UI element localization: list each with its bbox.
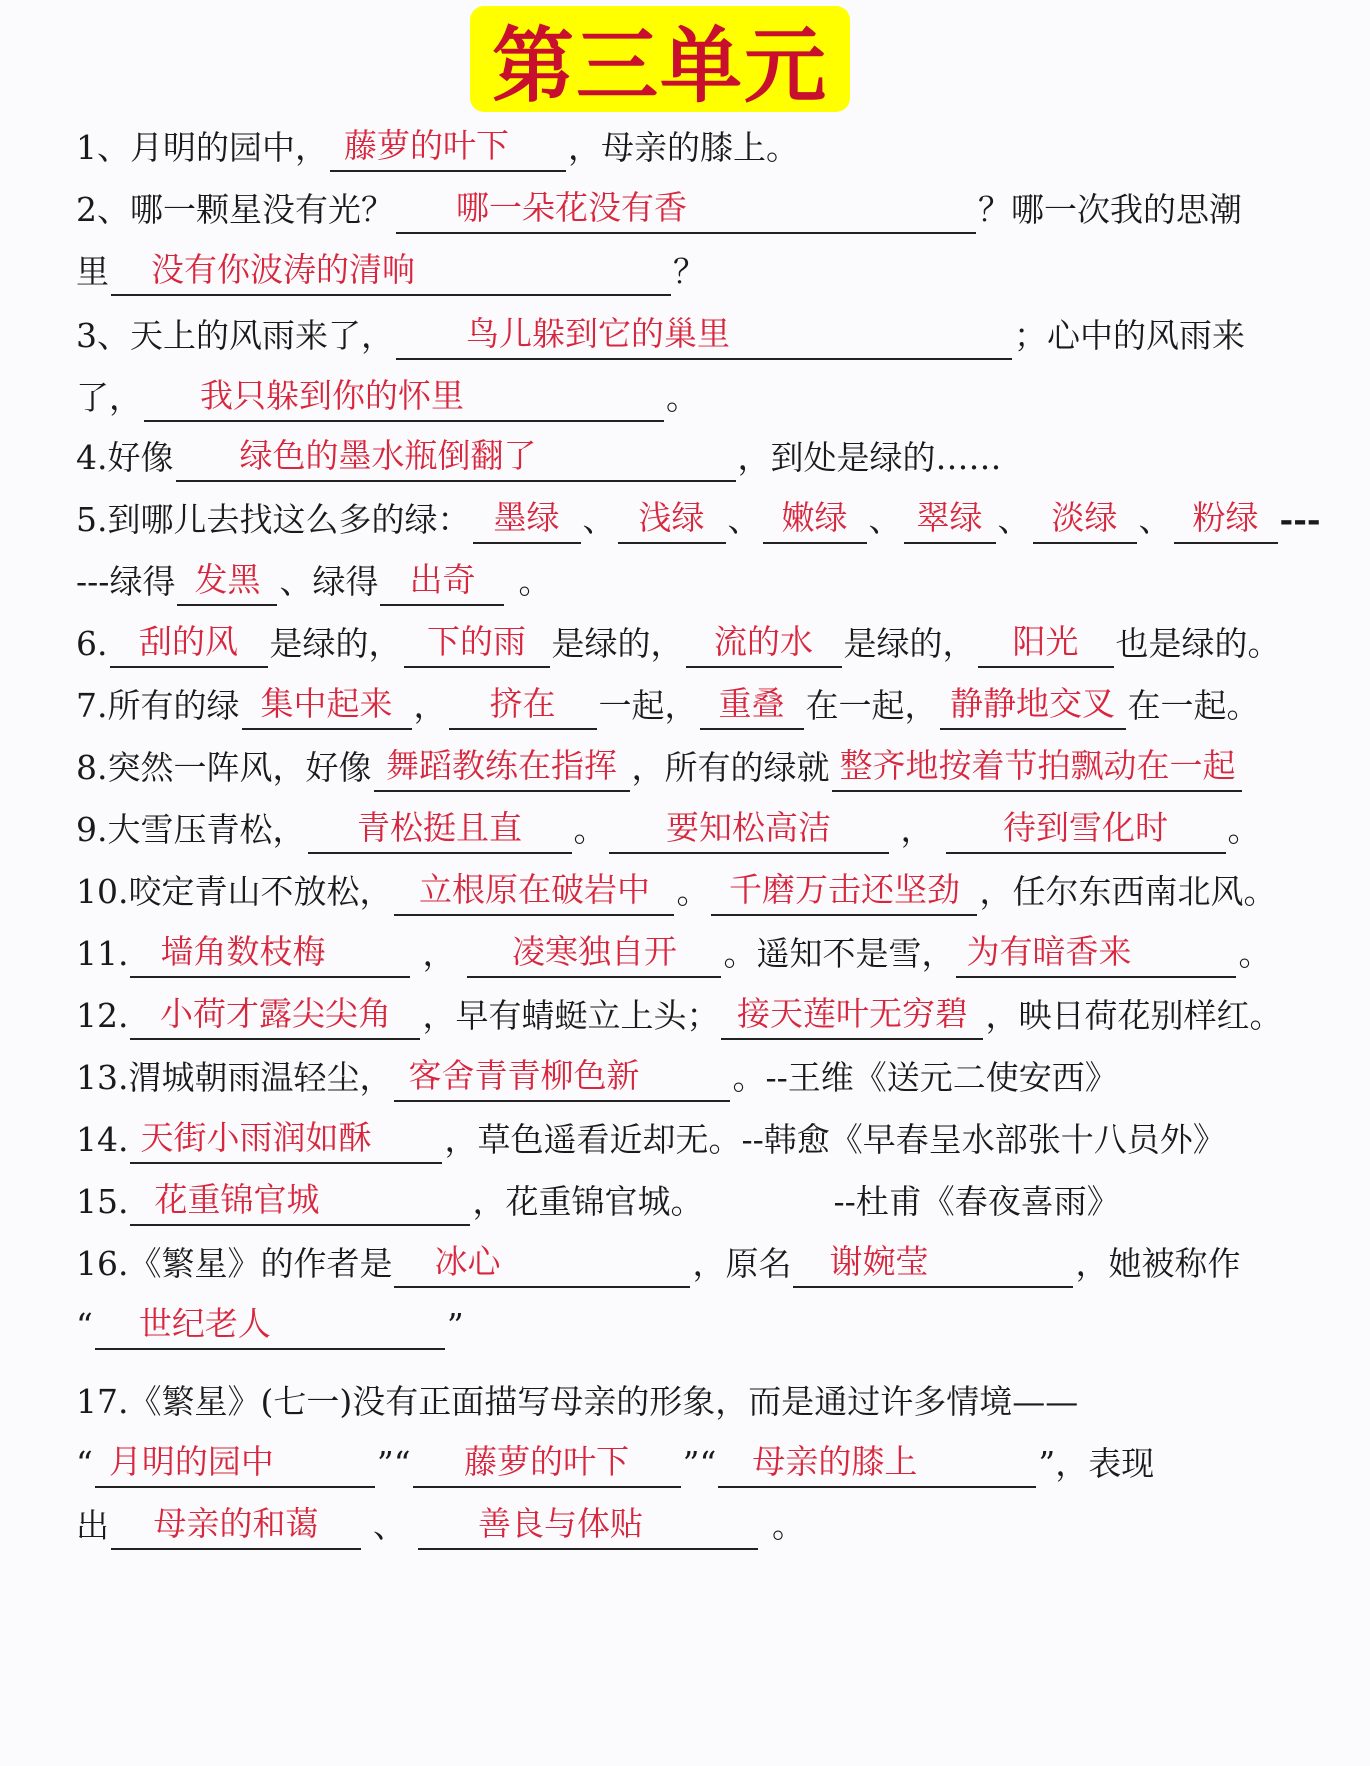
answer-blank[interactable] [1174,498,1278,544]
question-text: 在一起。 [1127,686,1260,725]
title-banner [470,6,850,112]
question-text: 。遥知不是雪， [723,934,955,973]
answer-blank[interactable] [394,1242,690,1288]
answer-blank[interactable] [618,498,726,544]
question-text: ---绿得 [76,562,176,601]
answer-blank[interactable] [686,622,842,668]
question-text: 12. [76,996,129,1035]
question-text: 、 [997,500,1031,539]
question-text: 。 [518,562,552,601]
question-text: ，花重锦官城。 [472,1182,704,1221]
answer-blank[interactable] [721,994,983,1040]
question-text: ”“ [682,1444,717,1483]
answer-text: 母亲的和蔼 [153,1504,319,1543]
answer-text: 流的水 [714,622,813,661]
answer-text: 集中起来 [260,684,393,723]
answer-text: 千磨万击还坚劲 [728,870,960,909]
question-text: “ [76,1444,93,1483]
answer-text: 刮的风 [139,622,238,661]
answer-text: 阳光 [1012,622,1079,661]
answer-blank[interactable] [330,126,566,172]
question-text: ，到处是绿的…… [737,438,1002,477]
answer-blank[interactable] [940,684,1126,730]
question-text: ？ [673,252,706,291]
question-17 [76,1378,1350,1426]
answer-text: 为有暗香来 [966,932,1132,971]
question-text: 10.咬定青山不放松， [76,872,393,911]
question-2-cont [76,248,1350,296]
answer-blank[interactable] [394,870,674,916]
question-3-cont [76,374,1350,422]
answer-blank[interactable] [374,746,630,792]
answer-text: 墨绿 [493,498,560,537]
answer-text: 月明的园中 [108,1442,274,1481]
question-11 [76,930,1350,978]
answer-text: 整齐地按着节拍飘动在一起 [839,746,1236,785]
question-text: ”“ [376,1444,411,1483]
question-text: 5.到哪儿去找这么多的绿： [76,500,471,539]
question-9 [76,806,1350,854]
answer-blank[interactable] [449,684,597,730]
question-2 [76,186,1350,234]
question-text: ， [413,686,447,725]
question-text: 、 [373,1506,406,1545]
answer-text: 没有你波涛的清响 [151,250,415,289]
answer-blank[interactable] [130,1180,470,1226]
question-text: ，草色遥看近却无。--韩愈《早春呈水部张十八员外》 [444,1120,1226,1159]
answer-blank[interactable] [95,1442,375,1488]
question-text: 在一起， [805,686,938,725]
answer-text: 挤在 [489,684,556,723]
answer-blank[interactable] [700,684,804,730]
question-text: 是绿的， [843,624,976,663]
question-text: 。 [666,378,699,417]
question-text: 。 [1238,934,1272,973]
answer-blank[interactable] [177,560,277,606]
answer-blank[interactable] [110,622,268,668]
answer-blank[interactable] [396,188,976,234]
question-text: ，所有的绿就 [631,748,830,787]
question-text: 13.渭城朝雨温轻尘， [76,1058,393,1097]
question-text: --- [1279,500,1321,539]
answer-blank[interactable] [413,1442,681,1488]
question-text: 3、天上的风雨来了， [76,316,394,355]
answer-blank[interactable] [467,932,721,978]
question-text: 一起， [598,686,698,725]
answer-text: 花重锦官城 [154,1180,320,1219]
question-text: “ [76,1306,93,1345]
question-14 [76,1116,1350,1164]
answer-text: 善良与体贴 [478,1504,643,1543]
answer-text: 嫩绿 [781,498,848,537]
answer-blank[interactable] [978,622,1114,668]
answer-text: 重叠 [718,684,785,723]
question-text: ”，表现 [1038,1444,1155,1483]
answer-text: 浅绿 [638,498,705,537]
question-text: ；心中的风雨来 [1014,316,1245,355]
answer-text: 凌寒独自开 [511,932,677,971]
question-text: 里 [76,252,109,291]
question-text: ，任尔东西南北风。 [979,872,1277,911]
question-1 [76,124,1350,172]
answer-blank[interactable] [946,808,1226,854]
question-12 [76,992,1350,1040]
answer-text: 舞蹈教练在指挥 [386,746,617,785]
question-10 [76,868,1350,916]
answer-blank[interactable] [832,746,1242,792]
answer-blank[interactable] [763,498,867,544]
question-text: ，映日荷花别样红。 [985,996,1283,1035]
answer-text: 我只躲到你的怀里 [200,376,464,415]
question-6 [76,620,1350,668]
question-17-cont-2 [76,1502,1350,1550]
answer-text: 谢婉莹 [829,1242,929,1281]
answer-blank[interactable] [95,1304,445,1350]
answer-text: 鸟儿躲到它的巢里 [466,314,730,353]
question-text: 4.好像 [76,438,174,477]
answer-blank[interactable] [176,436,736,482]
answer-blank[interactable] [130,932,410,978]
answer-blank[interactable] [394,1056,730,1102]
answer-text: 淡绿 [1051,498,1118,537]
answer-blank[interactable] [1033,498,1137,544]
answer-blank[interactable] [396,314,1012,360]
question-text: 也是绿的。 [1115,624,1281,663]
question-text: 。 [676,872,710,911]
answer-blank[interactable] [111,250,671,296]
answer-text: 世纪老人 [138,1304,271,1343]
question-text: 7.所有的绿 [76,686,240,725]
question-text: 。--王维《送元二使安西》 [732,1058,1118,1097]
question-text: ？哪一次我的思潮 [978,190,1242,229]
answer-text: 待到雪化时 [1003,808,1168,847]
question-5-cont [76,558,1350,606]
answer-text: 冰心 [434,1242,501,1281]
question-text: 是绿的， [551,624,684,663]
question-15 [76,1178,1350,1226]
question-text: 15. [76,1182,129,1221]
question-text: 8.突然一阵风，好像 [76,748,372,787]
answer-blank[interactable] [144,376,664,422]
answer-text: 立根原在破岩中 [418,870,650,909]
question-text: 了， [76,378,142,417]
answer-blank[interactable] [718,1442,1036,1488]
answer-blank[interactable] [711,870,977,916]
answer-blank[interactable] [111,1504,361,1550]
question-16-cont [76,1302,1350,1350]
answer-text: 粉绿 [1192,498,1259,537]
answer-text: 出奇 [409,560,476,599]
question-text: 出 [76,1506,109,1545]
answer-text: 要知松高洁 [666,808,831,847]
question-text: ” [446,1306,464,1345]
question-5 [76,496,1350,544]
answer-blank[interactable] [418,1504,758,1550]
question-text: ，母亲的膝上。 [568,128,799,167]
question-text: ， [422,934,456,973]
answer-blank[interactable] [130,994,420,1040]
question-text: 9.大雪压青松， [76,810,306,849]
answer-text: 天街小雨润如酥 [140,1118,372,1157]
question-3 [76,312,1350,360]
answer-text: 母亲的膝上 [752,1442,918,1481]
answer-text: 藤萝的叶下 [464,1442,630,1481]
answer-text: 哪一朵花没有香 [456,188,687,227]
question-text: ，她被称作 [1075,1244,1241,1283]
question-text: 14. [76,1120,129,1159]
question-text: ， [900,810,934,849]
answer-blank[interactable] [793,1242,1073,1288]
question-16 [76,1240,1350,1288]
question-text: 、 [582,500,616,539]
answer-blank[interactable] [956,932,1236,978]
question-text: ，原名 [692,1244,792,1283]
question-8 [76,744,1350,792]
question-7 [76,682,1350,730]
question-text: 。 [573,810,607,849]
question-text: 16.《繁星》的作者是 [76,1244,393,1283]
question-text: 、 [868,500,902,539]
answer-text: 发黑 [194,560,261,599]
question-text: 。 [772,1506,805,1545]
answer-blank[interactable] [404,622,550,668]
question-text: 6. [76,624,108,663]
answer-blank[interactable] [308,808,572,854]
answer-blank[interactable] [473,498,581,544]
question-text: 1、月明的园中， [76,128,328,167]
question-text: 2、哪一颗星没有光？ [76,190,394,229]
answer-text: 接天莲叶无穷碧 [736,994,968,1033]
question-text: 17.《繁星》(七一)没有正面描写母亲的形象，而是通过许多情境—— [76,1382,1079,1421]
answer-text: 翠绿 [916,498,983,537]
question-source: --杜甫《春夜喜雨》 [833,1182,1120,1221]
answer-text: 小荷才露尖尖角 [159,994,391,1033]
question-13 [76,1054,1350,1102]
question-17-cont [76,1440,1350,1488]
answer-text: 绿色的墨水瓶倒翻了 [239,436,537,475]
answer-blank[interactable] [130,1118,442,1164]
question-text: 、 [1138,500,1172,539]
question-text: 。 [1227,810,1261,849]
question-text: ，早有蜻蜓立上头； [422,996,720,1035]
answer-text: 下的雨 [427,622,526,661]
answer-blank[interactable] [904,498,996,544]
question-text: 是绿的， [269,624,402,663]
answer-text: 藤萝的叶下 [344,126,509,165]
answer-text: 静静地交叉 [950,684,1115,723]
answer-text: 青松挺且直 [357,808,522,847]
answer-text: 墙角数枝梅 [160,932,326,971]
question-text: 、绿得 [279,562,379,601]
answer-blank[interactable] [242,684,412,730]
answer-text: 客舍青青柳色新 [408,1056,640,1095]
question-4 [76,434,1350,482]
question-text: 、 [727,500,761,539]
answer-blank[interactable] [380,560,504,606]
answer-blank[interactable] [609,808,889,854]
question-text: 11. [76,934,129,973]
page-title: 第三单元 [491,18,828,114]
